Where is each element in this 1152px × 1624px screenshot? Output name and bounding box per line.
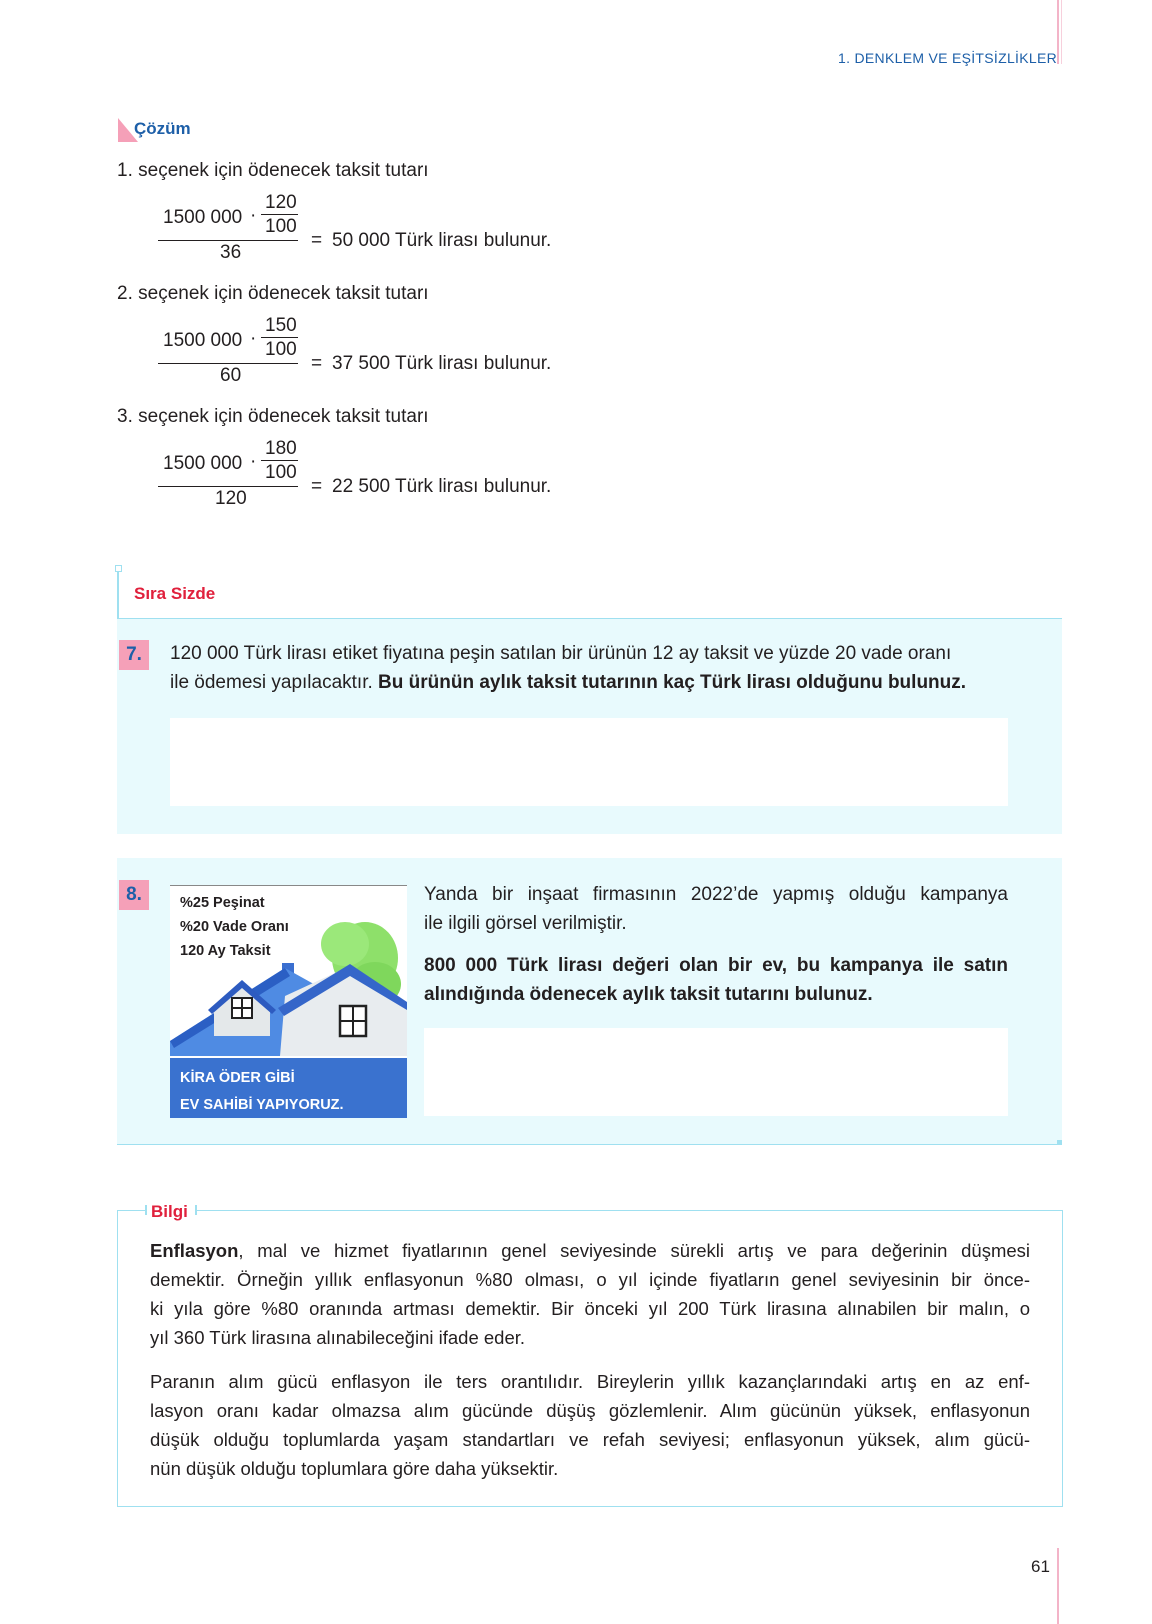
ad-down-payment: %25 Peşinat [180, 895, 265, 911]
result: 50 000 Türk lirası bulunur. [332, 230, 552, 251]
dot: · [250, 328, 257, 349]
info-p1-line-3: ki yıla göre %80 oranında artması demektir. Bir önceki yıl 200 Türk lirasına alınabilen bir malın, o [150, 1298, 1030, 1319]
months: 60 [220, 365, 242, 386]
info-p1-line-1 [150, 1236, 1030, 1265]
equals-sign: = [311, 476, 323, 497]
campaign-ad [170, 885, 407, 1118]
sira-sizde-rule [117, 568, 119, 620]
question-8-number: 8. [119, 880, 149, 910]
info-p1-text: , mal ve hizmet fiyatlarının genel seviyesinde sürekli artış ve para değerinin düşmesi [238, 1240, 1030, 1261]
percent-denominator: 100 [265, 339, 297, 360]
question-7-text: ile ödemesi yapılacaktır. [170, 672, 379, 693]
page-number: 61 [1031, 1557, 1050, 1576]
question-7-answer-area[interactable] [170, 718, 1008, 806]
question-7-prompt: Bu ürünün aylık taksit tutarının kaç Türk lirası olduğunu bulunuz. [378, 672, 967, 693]
sira-sizde-dot [115, 565, 122, 572]
box-corner-dot [1057, 1140, 1062, 1145]
footer-rule [1057, 1548, 1059, 1624]
percent-numerator: 180 [265, 438, 297, 459]
question-7-number: 7. [119, 640, 149, 670]
principal: 1500 000 [163, 453, 243, 474]
ad-slogan-1: KİRA ÖDER GİBİ [180, 1070, 295, 1086]
months: 36 [220, 242, 242, 263]
info-p2-line-3: düşük olduğu toplumlarda yaşam standartları ve refah seviyesi; enflasyonun yüksek, alım gücü- [150, 1429, 1030, 1450]
dot: · [250, 451, 257, 472]
sira-sizde-title: Sıra Sizde [134, 584, 216, 603]
info-title: Bilgi [151, 1202, 188, 1221]
ad-slogan-2: EV SAHİBİ YAPIYORUZ. [180, 1097, 344, 1113]
question-8-text-2: ile ilgili görsel verilmiştir. [424, 913, 627, 934]
ad-installments: 120 Ay Taksit [180, 943, 271, 959]
question-8-text-1: Yanda bir inşaat firmasının 2022’de yapmış olduğu kampanya [424, 884, 1008, 905]
info-p2-line-4: nün düşük olduğu toplumlara göre daha yüksektir. [150, 1458, 559, 1479]
equals-sign: = [311, 230, 323, 251]
question-7-line-1: 120 000 Türk lirası etiket fiyatına peşin satılan bir ürünün 12 ay taksit ve yüzde 20 vade oranı [170, 643, 952, 664]
months: 120 [215, 488, 247, 509]
section-title: 1. DENKLEM VE EŞİTSİZLİKLER [838, 50, 1057, 66]
percent-denominator: 100 [265, 462, 297, 483]
info-label-tick-left [145, 1205, 147, 1215]
percent-denominator: 100 [265, 216, 297, 237]
info-p2-line-2: lasyon oranı kadar olmazsa alım gücünde düşüş gözlemlenir. Alım gücünün yüksek, enflasyonun [150, 1400, 1030, 1421]
option-1-label: 1. seçenek için ödenecek taksit tutarı [117, 160, 429, 181]
option-2-label: 2. seçenek için ödenecek taksit tutarı [117, 283, 429, 304]
question-8-answer-area[interactable] [424, 1028, 1008, 1116]
result: 22 500 Türk lirası bulunur. [332, 476, 552, 497]
equals-sign: = [311, 353, 323, 374]
info-p2-line-1: Paranın alım gücü enflasyon ile ters orantılıdır. Bireylerin yıllık kazançlarındaki artış en az enf- [150, 1371, 1030, 1392]
info-p1-line-4: yıl 360 Türk lirasına alınabileceğini ifade eder. [150, 1327, 526, 1348]
inflation-term: Enflasyon [150, 1240, 239, 1261]
header-rule-light [1061, 0, 1062, 64]
result: 37 500 Türk lirası bulunur. [332, 353, 552, 374]
header-rule [1057, 0, 1059, 64]
info-p1-line-2: demektir. Örneğin yıllık enflasyonun %80 olması, o yıl içinde fiyatların genel seviyesinin bir önce- [150, 1269, 1030, 1290]
percent-numerator: 150 [265, 315, 297, 336]
principal: 1500 000 [163, 207, 243, 228]
solution-title: Çözüm [134, 119, 191, 138]
question-8-prompt-1: 800 000 Türk lirası değeri olan bir ev, bu kampanya ile satın [424, 955, 1008, 976]
question-7-line-2 [170, 672, 966, 694]
info-label-tick-right [195, 1205, 197, 1215]
dot: · [250, 205, 257, 226]
question-8-prompt-2: alındığında ödenecek aylık taksit tutarını bulunuz. [424, 984, 873, 1005]
option-3-label: 3. seçenek için ödenecek taksit tutarı [117, 406, 429, 427]
ad-interest-rate: %20 Vade Oranı [180, 919, 289, 935]
info-paragraph-1 [150, 1236, 1030, 1352]
principal: 1500 000 [163, 330, 243, 351]
percent-numerator: 120 [265, 192, 297, 213]
info-paragraph-2 [150, 1367, 1030, 1483]
